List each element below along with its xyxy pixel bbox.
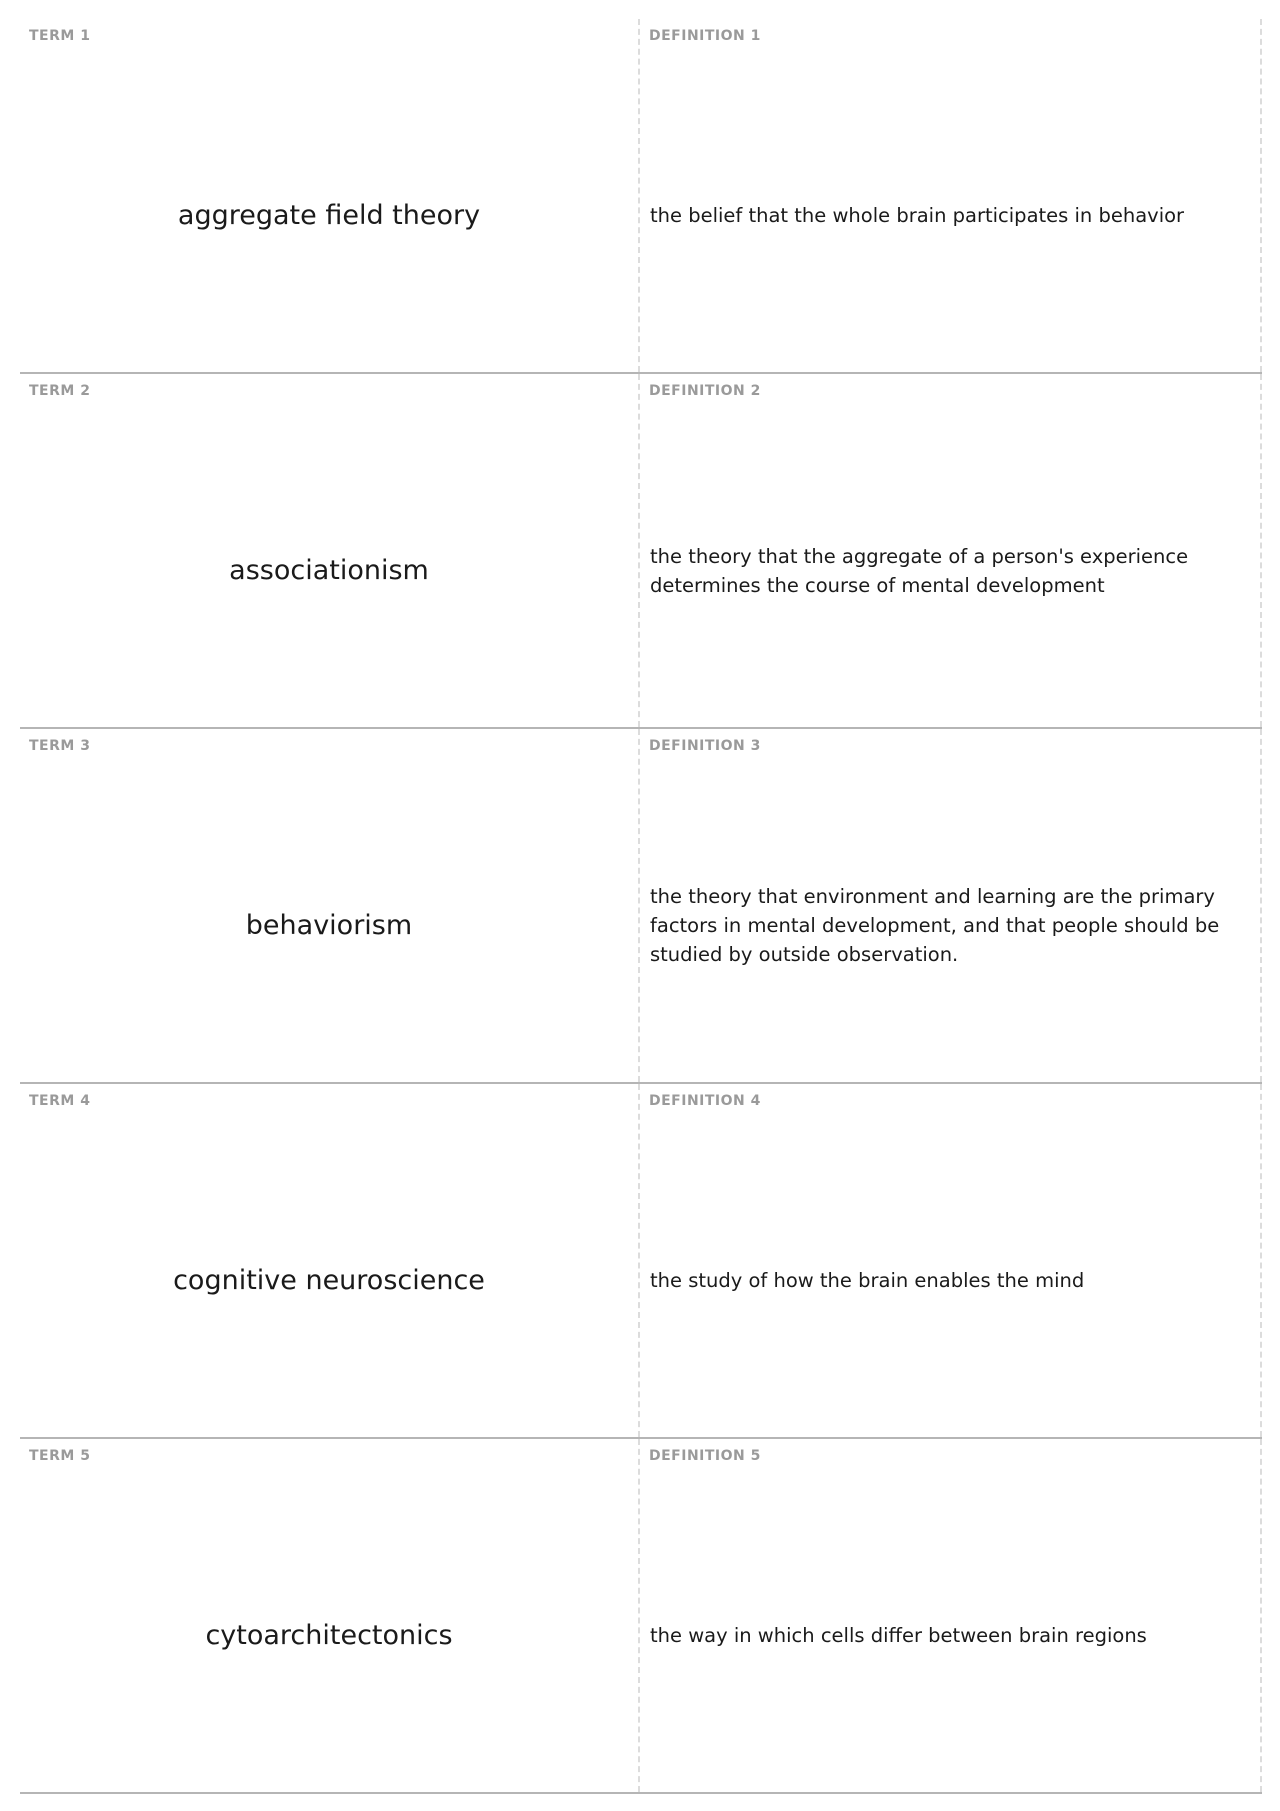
definition-value: the theory that the aggregate of a person's experience determines the course of mental development: [650, 544, 1189, 597]
definition-value: the belief that the whole brain participates in behavior: [650, 204, 1185, 227]
definition-text: [650, 414, 1240, 727]
term-value: cognitive neuroscience: [173, 1265, 485, 1296]
term-label: TERM 4: [29, 1093, 91, 1109]
definition-text: [650, 769, 1240, 1082]
definition-cell: [640, 729, 1262, 1082]
definition-label: DEFINITION 4: [649, 1093, 761, 1109]
term-cell: [20, 374, 640, 727]
term-value: behaviorism: [245, 910, 413, 941]
term-text: [20, 59, 638, 372]
definition-cell: [640, 374, 1262, 727]
flashcard-row: [20, 19, 1262, 374]
flashcard-row: [20, 374, 1262, 729]
term-text: [20, 1479, 638, 1792]
definition-value: the study of how the brain enables the mind: [650, 1269, 1085, 1292]
term-text: [20, 769, 638, 1082]
term-cell: [20, 1084, 640, 1437]
definition-label: DEFINITION 1: [649, 28, 761, 44]
flashcard-sheet: [20, 19, 1262, 1794]
term-label: TERM 5: [29, 1448, 91, 1464]
term-value: cytoarchitectonics: [205, 1620, 453, 1651]
definition-cell: [640, 1084, 1262, 1437]
flashcard-row: [20, 1439, 1262, 1794]
term-value: associationism: [229, 555, 429, 586]
term-label: TERM 2: [29, 383, 91, 399]
term-label: TERM 3: [29, 738, 91, 754]
term-text: [20, 1124, 638, 1437]
flashcard-row: [20, 1084, 1262, 1439]
term-label: TERM 1: [29, 28, 91, 44]
definition-label: DEFINITION 5: [649, 1448, 761, 1464]
definition-cell: [640, 19, 1262, 372]
definition-label: DEFINITION 2: [649, 383, 761, 399]
definition-value: the theory that environment and learning are the primary factors in mental development, and that people should be studied by outside observation.: [650, 885, 1220, 966]
term-cell: [20, 729, 640, 1082]
flashcard-row: [20, 729, 1262, 1084]
term-cell: [20, 1439, 640, 1792]
definition-label: DEFINITION 3: [649, 738, 761, 754]
definition-text: [650, 1124, 1240, 1437]
definition-text: [650, 1479, 1240, 1792]
definition-text: [650, 59, 1240, 372]
term-value: aggregate field theory: [177, 200, 481, 231]
definition-value: the way in which cells differ between brain regions: [650, 1624, 1147, 1647]
term-cell: [20, 19, 640, 372]
definition-cell: [640, 1439, 1262, 1792]
term-text: [20, 414, 638, 727]
